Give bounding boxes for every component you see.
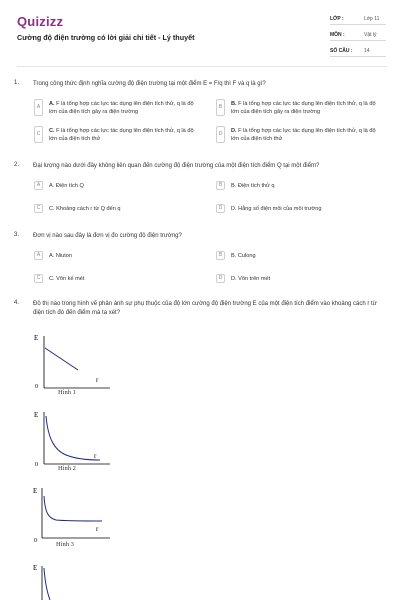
figure-3 [30, 484, 120, 554]
x-axis-label: r [94, 452, 97, 460]
meta-table [330, 14, 386, 57]
question-text: Đại lượng nào dưới đây không liên quan đến cường độ điện trường của một điện tích điểm Q tại một điểm? [33, 163, 320, 169]
option-text: C. F là tổng hợp các lực tác dụng lên điện tích thử, q là độ lớn của điện tích thử [49, 128, 194, 142]
option-text: A. Điện tích Q [49, 183, 84, 189]
quizizz-logo: Quizizz [17, 14, 64, 29]
origin-label: 0 [35, 384, 38, 390]
curve-partial [44, 568, 50, 600]
meta-row-subject [330, 30, 386, 41]
option-letter: B [216, 181, 225, 190]
option-text: B. Điện tích thử q [231, 183, 275, 189]
figure-4 [30, 560, 120, 600]
page-title: Cường độ điện trường có lời giải chi tiết - Lý thuyết [17, 33, 195, 42]
origin-label: 0 [34, 538, 37, 544]
option-letter: D [216, 204, 225, 213]
option-text: D. Hằng số điện môi của môi trường [231, 206, 322, 212]
y-axis-label: E [34, 411, 39, 419]
option-letter: A [34, 99, 43, 116]
option-letter: C [34, 274, 43, 283]
option-text: B. F là tổng hợp các lực tác dụng lên điện tích thử, q là độ lớn của điện tích gây ra điện trường [231, 101, 376, 115]
meta-value: Vật lý [364, 32, 377, 38]
figure-2 [30, 408, 120, 478]
curve-linear [45, 348, 78, 370]
question-text: Đơn vị nào sau đây là đơn vị đo cường độ điện trường? [33, 233, 182, 239]
y-axis-label: E [33, 564, 38, 572]
question-text: Trong công thức định nghĩa cường độ điện trường tại một điểm E = F/q thì F và q là gì? [33, 81, 266, 87]
worksheet-header [0, 0, 400, 64]
x-axis-label: r [96, 525, 99, 533]
option-letter: D [216, 274, 225, 283]
figure-caption: Hình 1 [58, 389, 76, 396]
option-letter: C [34, 126, 43, 143]
curve-decay [44, 496, 102, 521]
option-text: A. F là tổng hợp các lực tác dụng lên điện tích thử, q là độ lớn của điện tích gây ra điện trường [49, 101, 194, 115]
option-text: B. Culong [231, 253, 256, 259]
meta-key: SỐ CÂU : [330, 48, 353, 54]
x-axis-label: r [96, 376, 99, 384]
y-axis-label: E [34, 334, 39, 342]
question-text: Đồ thị nào trong hình vẽ phản ánh sự phụ thuộc của độ lớn cường độ điện trường E của một điện tích điểm vào khoảng cách r từ điện tích đó đến điểm mà ta xét? [33, 301, 377, 316]
meta-value: Lớp 11 [364, 16, 380, 22]
option-letter: B [216, 99, 225, 116]
option-text: C. Khoảng cách r từ Q đến q [49, 206, 121, 212]
option-text: C. Vôn kế mét [49, 276, 85, 282]
origin-label: 0 [35, 462, 38, 468]
option-letter: D [216, 126, 225, 143]
meta-key: LỚP : [330, 16, 344, 22]
y-axis-label: E [33, 487, 38, 495]
header-divider [17, 66, 387, 67]
meta-row-count [330, 46, 386, 57]
figure-caption: Hình 2 [58, 465, 76, 472]
option-letter: A [34, 251, 43, 260]
question-number: 4. [14, 300, 20, 306]
option-text: A. Niuton [49, 253, 73, 259]
meta-key: MÔN : [330, 32, 345, 38]
meta-value: 14 [364, 48, 370, 54]
figure-caption: Hình 3 [56, 541, 74, 548]
question-number: 3. [14, 232, 20, 238]
option-letter: C [34, 204, 43, 213]
question-number: 2. [14, 162, 20, 168]
option-text: D. F là tổng hợp các lực tác dụng lên điện tích thử, q là độ lớn của điện tích thử [231, 128, 376, 142]
curve-inverse-square [46, 416, 100, 460]
option-letter: A [34, 181, 43, 190]
meta-row-grade [330, 14, 386, 25]
figure-1 [30, 330, 120, 400]
option-text: D. Vôn trên mét [231, 276, 271, 282]
option-letter: B [216, 251, 225, 260]
question-number: 1. [14, 80, 20, 86]
